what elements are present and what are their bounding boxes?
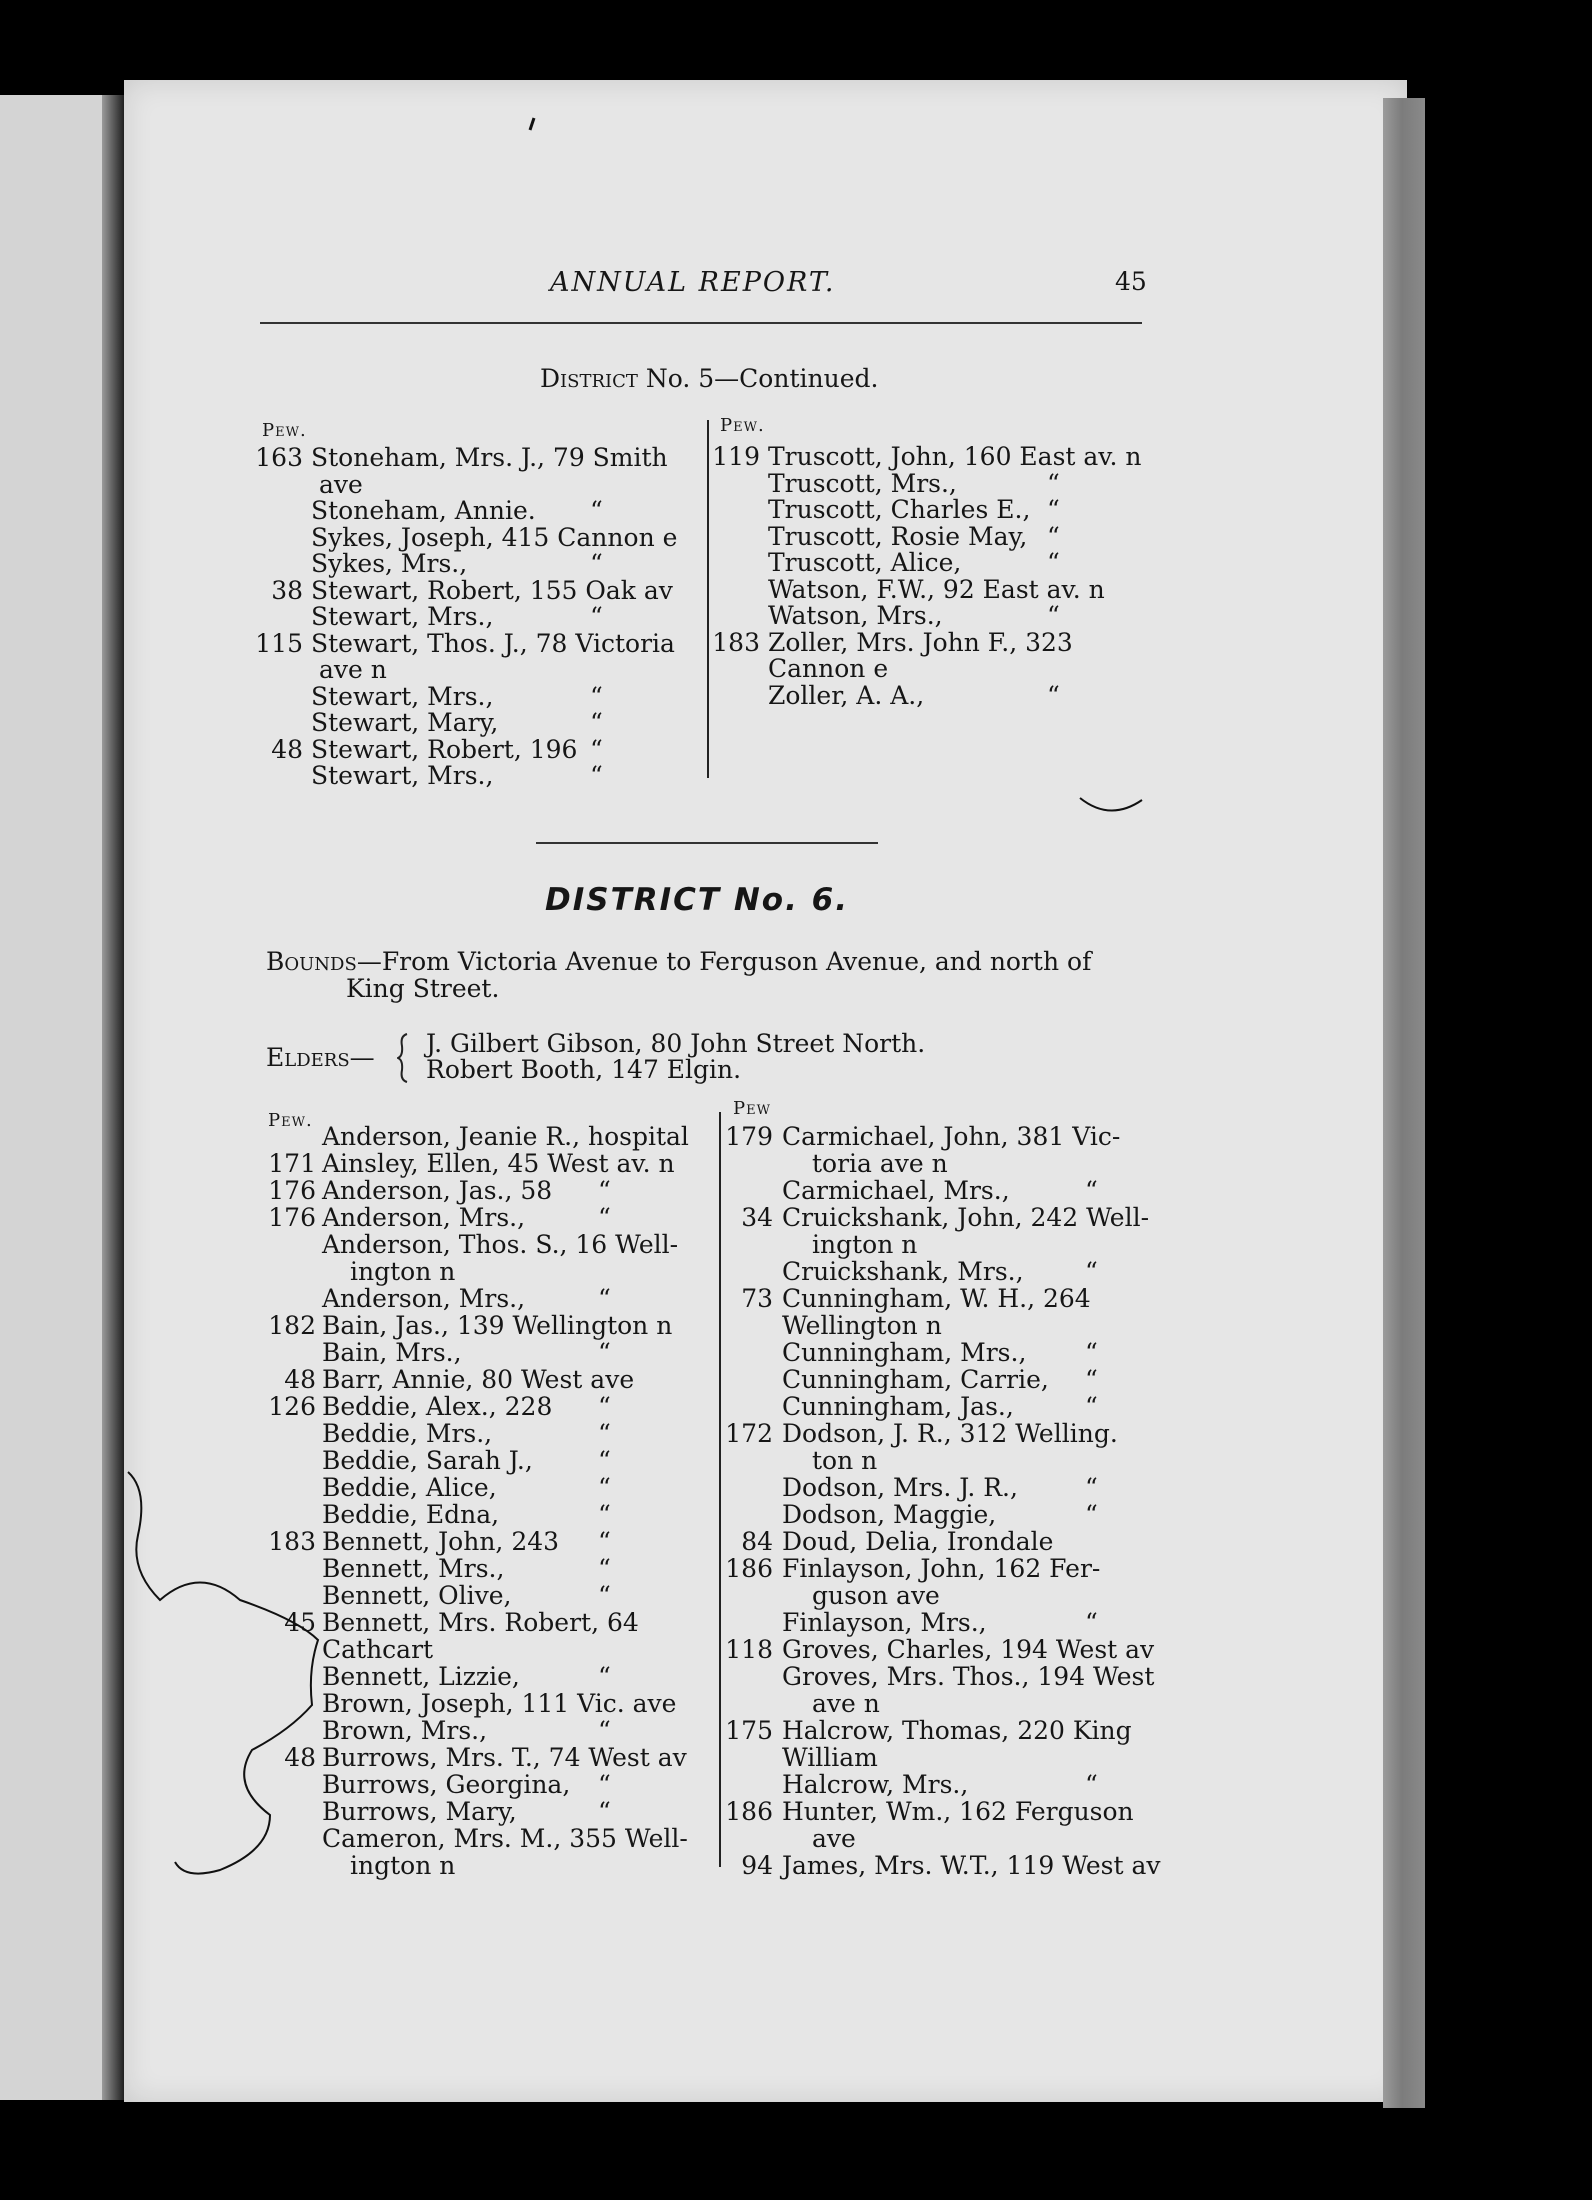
entry-text: Truscott, Charles E., xyxy=(768,495,1031,524)
ditto-mark: “ xyxy=(1085,1365,1098,1394)
pew-label-d6-left: Pew. xyxy=(268,1110,313,1131)
entry-text: Bennett, Lizzie, xyxy=(322,1662,520,1691)
entry-text: Cannon e xyxy=(768,654,889,683)
pew-label-d6-right: Pew xyxy=(733,1098,771,1119)
pew-number: 34 xyxy=(741,1203,773,1232)
entry-text: Truscott, John, 160 East av. n xyxy=(768,442,1142,471)
district-5-heading-prefix: District xyxy=(540,364,638,393)
entry-text: Stewart, Robert, 196 xyxy=(311,734,578,764)
entry-text: Cathcart xyxy=(322,1635,434,1664)
ditto-mark: “ xyxy=(1085,1338,1098,1367)
ditto-mark: “ xyxy=(598,1446,611,1475)
pew-number: 172 xyxy=(725,1419,773,1448)
ditto-mark: “ xyxy=(1085,1500,1098,1529)
pew-number: 163 xyxy=(255,443,303,472)
ditto-mark: “ xyxy=(598,1203,611,1232)
entry-text: Stewart, Mary, xyxy=(311,708,499,737)
ditto-mark: “ xyxy=(1085,1473,1098,1502)
ditto-mark: “ xyxy=(1047,468,1060,498)
entry-text: Cunningham, Mrs., xyxy=(782,1338,1027,1367)
pew-number: 179 xyxy=(725,1122,773,1151)
entry-text: Doud, Delia, Irondale xyxy=(782,1527,1054,1556)
entry-text: Anderson, Jas., 58 xyxy=(322,1176,553,1205)
entry-text: Anderson, Mrs., xyxy=(322,1203,526,1232)
elders-dash: — xyxy=(349,1043,375,1072)
running-header: ANNUAL REPORT. xyxy=(550,267,836,298)
entry-text: Brown, Mrs., xyxy=(322,1716,488,1745)
ditto-mark: “ xyxy=(1085,1608,1098,1637)
pew-label-d5-left: Pew. xyxy=(262,420,307,441)
entry-text: Barr, Annie, 80 West ave xyxy=(322,1365,635,1394)
entry-text: toria ave n xyxy=(812,1149,948,1178)
pew-number: 115 xyxy=(255,628,303,658)
ditto-mark: “ xyxy=(1047,601,1060,630)
pew-number: 176 xyxy=(268,1176,316,1205)
ditto-mark: “ xyxy=(1047,521,1060,551)
elder-1: J. Gilbert Gibson, 80 John Street North. xyxy=(426,1029,926,1058)
entry-text: Truscott, Rosie May, xyxy=(768,521,1028,551)
ditto-mark: “ xyxy=(1085,1392,1098,1421)
entry-text: Burrows, Georgina, xyxy=(322,1770,571,1799)
ditto-mark: “ xyxy=(598,1284,611,1313)
entry-text: Cruickshank, Mrs., xyxy=(782,1257,1024,1286)
pew-number: 45 xyxy=(284,1608,316,1637)
entry-text: Stewart, Robert, 155 Oak av xyxy=(311,575,673,605)
entry-text: Truscott, Alice, xyxy=(768,548,962,577)
entry-text: Bain, Jas., 139 Wellington n xyxy=(322,1311,673,1340)
entry-text: James, Mrs. W.T., 119 West av xyxy=(782,1851,1161,1880)
entry-text: ington n xyxy=(350,1257,456,1286)
entry-text: Dodson, Maggie, xyxy=(782,1500,997,1529)
page-number: 45 xyxy=(1115,267,1147,296)
entry-text: William xyxy=(782,1743,878,1772)
ditto-mark: “ xyxy=(590,602,603,631)
pew-number: 118 xyxy=(725,1635,773,1664)
pew-number: 183 xyxy=(712,627,760,657)
entry-text: Halcrow, Thomas, 220 King xyxy=(782,1716,1132,1745)
pew-label-d5-right: Pew. xyxy=(720,415,765,436)
district-5-heading-rest: No. 5—Continued. xyxy=(637,364,879,393)
entry-text: Cruickshank, John, 242 Well- xyxy=(782,1203,1150,1232)
entry-text: ave n xyxy=(812,1689,880,1718)
entry-text: Stewart, Mrs., xyxy=(311,602,494,631)
entry-text: Halcrow, Mrs., xyxy=(782,1770,969,1799)
bounds-label: Bounds xyxy=(266,947,357,976)
entry-text: Stewart, Mrs., xyxy=(311,761,494,790)
entry-text: Ainsley, Ellen, 45 West av. n xyxy=(322,1149,675,1178)
entry-text: Beddie, Edna, xyxy=(322,1500,500,1529)
bounds-text: —From Victoria Avenue to Ferguson Avenue, and north of xyxy=(356,947,1092,976)
ditto-mark: “ xyxy=(598,1176,611,1205)
entry-text: Stewart, Mrs., xyxy=(311,681,494,711)
ditto-mark: “ xyxy=(598,1500,611,1529)
pew-number: 186 xyxy=(725,1797,773,1826)
ditto-mark: “ xyxy=(1085,1176,1098,1205)
ditto-mark: “ xyxy=(1085,1257,1098,1286)
entry-text: Bennett, Mrs. Robert, 64 xyxy=(322,1608,639,1637)
pew-number: 183 xyxy=(268,1527,316,1556)
pew-number: 126 xyxy=(268,1392,316,1421)
ditto-mark: “ xyxy=(590,708,603,737)
entry-text: Anderson, Thos. S., 16 Well- xyxy=(322,1230,679,1259)
ditto-mark: “ xyxy=(1047,680,1060,710)
entry-text: Cunningham, W. H., 264 xyxy=(782,1284,1091,1313)
pew-number: 119 xyxy=(712,442,760,471)
ditto-mark: “ xyxy=(598,1392,611,1421)
entry-text: guson ave xyxy=(812,1581,940,1610)
entry-text: Finlayson, Mrs., xyxy=(782,1608,987,1637)
pew-number: 48 xyxy=(284,1365,316,1394)
entry-text: Bain, Mrs., xyxy=(322,1338,462,1367)
entry-text: Finlayson, John, 162 Fer- xyxy=(782,1554,1101,1583)
pew-number: 48 xyxy=(284,1743,316,1772)
entry-text: Burrows, Mrs. T., 74 West av xyxy=(322,1743,687,1772)
ditto-mark: “ xyxy=(598,1419,611,1448)
entry-text: Cameron, Mrs. M., 355 Well- xyxy=(322,1824,688,1853)
entry-text: Stewart, Thos. J., 78 Victoria xyxy=(311,628,675,658)
entry-text: Bennett, Olive, xyxy=(322,1581,512,1610)
ditto-mark: “ xyxy=(598,1797,611,1826)
ditto-mark: “ xyxy=(1047,548,1060,577)
elders-label: Elders xyxy=(266,1043,350,1072)
entry-text: Sykes, Joseph, 415 Cannon e xyxy=(311,522,678,552)
ditto-mark: “ xyxy=(590,549,603,578)
ditto-mark: “ xyxy=(598,1527,611,1556)
entry-text: ave xyxy=(319,469,363,499)
pew-number: 73 xyxy=(741,1284,773,1313)
pew-number: 38 xyxy=(271,575,303,605)
ditto-mark: “ xyxy=(590,734,603,764)
ditto-mark: “ xyxy=(598,1338,611,1367)
entry-text: Cunningham, Jas., xyxy=(782,1392,1014,1421)
pew-number: 84 xyxy=(741,1527,773,1556)
entry-text: Carmichael, Mrs., xyxy=(782,1176,1010,1205)
entry-text: Hunter, Wm., 162 Ferguson xyxy=(782,1797,1134,1826)
entry-text: Bennett, Mrs., xyxy=(322,1554,505,1583)
entry-text: Truscott, Mrs., xyxy=(768,468,957,498)
ditto-mark: “ xyxy=(590,761,603,790)
district-6-title: DISTRICT No. 6. xyxy=(545,882,849,918)
ditto-mark: “ xyxy=(1085,1770,1098,1799)
entry-text: Zoller, A. A., xyxy=(768,680,925,710)
entry-text: Beddie, Sarah J., xyxy=(322,1446,533,1475)
entry-text: Dodson, J. R., 312 Welling. xyxy=(782,1419,1118,1448)
entry-text: Groves, Charles, 194 West av xyxy=(782,1635,1155,1664)
ditto-mark: “ xyxy=(598,1554,611,1583)
ditto-mark: “ xyxy=(598,1473,611,1502)
entry-text: Beddie, Mrs., xyxy=(322,1419,493,1448)
entry-text: Stoneham, Annie. xyxy=(311,496,536,525)
ditto-mark: “ xyxy=(590,496,603,525)
entry-text: ington n xyxy=(812,1230,918,1259)
entry-text: Brown, Joseph, 111 Vic. ave xyxy=(322,1689,677,1718)
entry-text: Wellington n xyxy=(782,1311,942,1340)
entry-text: Cunningham, Carrie, xyxy=(782,1365,1049,1394)
entry-text: Carmichael, John, 381 Vic- xyxy=(782,1122,1121,1151)
entry-text: ington n xyxy=(350,1851,456,1880)
entry-text: ave n xyxy=(319,655,387,684)
pew-number: 48 xyxy=(271,734,303,764)
entry-text: Anderson, Mrs., xyxy=(322,1284,526,1313)
entry-text: Anderson, Jeanie R., hospital xyxy=(322,1122,689,1151)
entry-text: ton n xyxy=(812,1446,878,1475)
bounds-line-2: King Street. xyxy=(346,974,500,1003)
ditto-mark: “ xyxy=(1047,495,1060,524)
entry-text: Watson, F.W., 92 East av. n xyxy=(768,574,1105,604)
entry-text: Burrows, Mary, xyxy=(322,1797,517,1826)
ditto-mark: “ xyxy=(590,681,603,711)
ditto-mark: “ xyxy=(598,1770,611,1799)
ditto-mark: “ xyxy=(598,1662,611,1691)
entry-text: ave xyxy=(812,1824,856,1853)
entry-text: Beddie, Alex., 228 xyxy=(322,1392,553,1421)
pew-number: 94 xyxy=(741,1851,773,1880)
pew-number: 186 xyxy=(725,1554,773,1583)
ditto-mark: “ xyxy=(598,1581,611,1610)
elder-2: Robert Booth, 147 Elgin. xyxy=(426,1055,742,1084)
entry-text: Stoneham, Mrs. J., 79 Smith xyxy=(311,443,668,472)
pew-number: 182 xyxy=(268,1311,316,1340)
pew-number: 176 xyxy=(268,1203,316,1232)
entry-text: Watson, Mrs., xyxy=(768,601,943,630)
pew-number: 175 xyxy=(725,1716,773,1745)
entry-text: Sykes, Mrs., xyxy=(311,549,468,578)
entry-text: Dodson, Mrs. J. R., xyxy=(782,1473,1018,1502)
entry-text: Groves, Mrs. Thos., 194 West xyxy=(782,1662,1155,1691)
ditto-mark: “ xyxy=(598,1716,611,1745)
entry-text: Zoller, Mrs. John F., 323 xyxy=(768,627,1073,657)
entry-text: Bennett, John, 243 xyxy=(322,1527,560,1556)
pew-number: 171 xyxy=(268,1149,316,1178)
entry-text: Beddie, Alice, xyxy=(322,1473,497,1502)
